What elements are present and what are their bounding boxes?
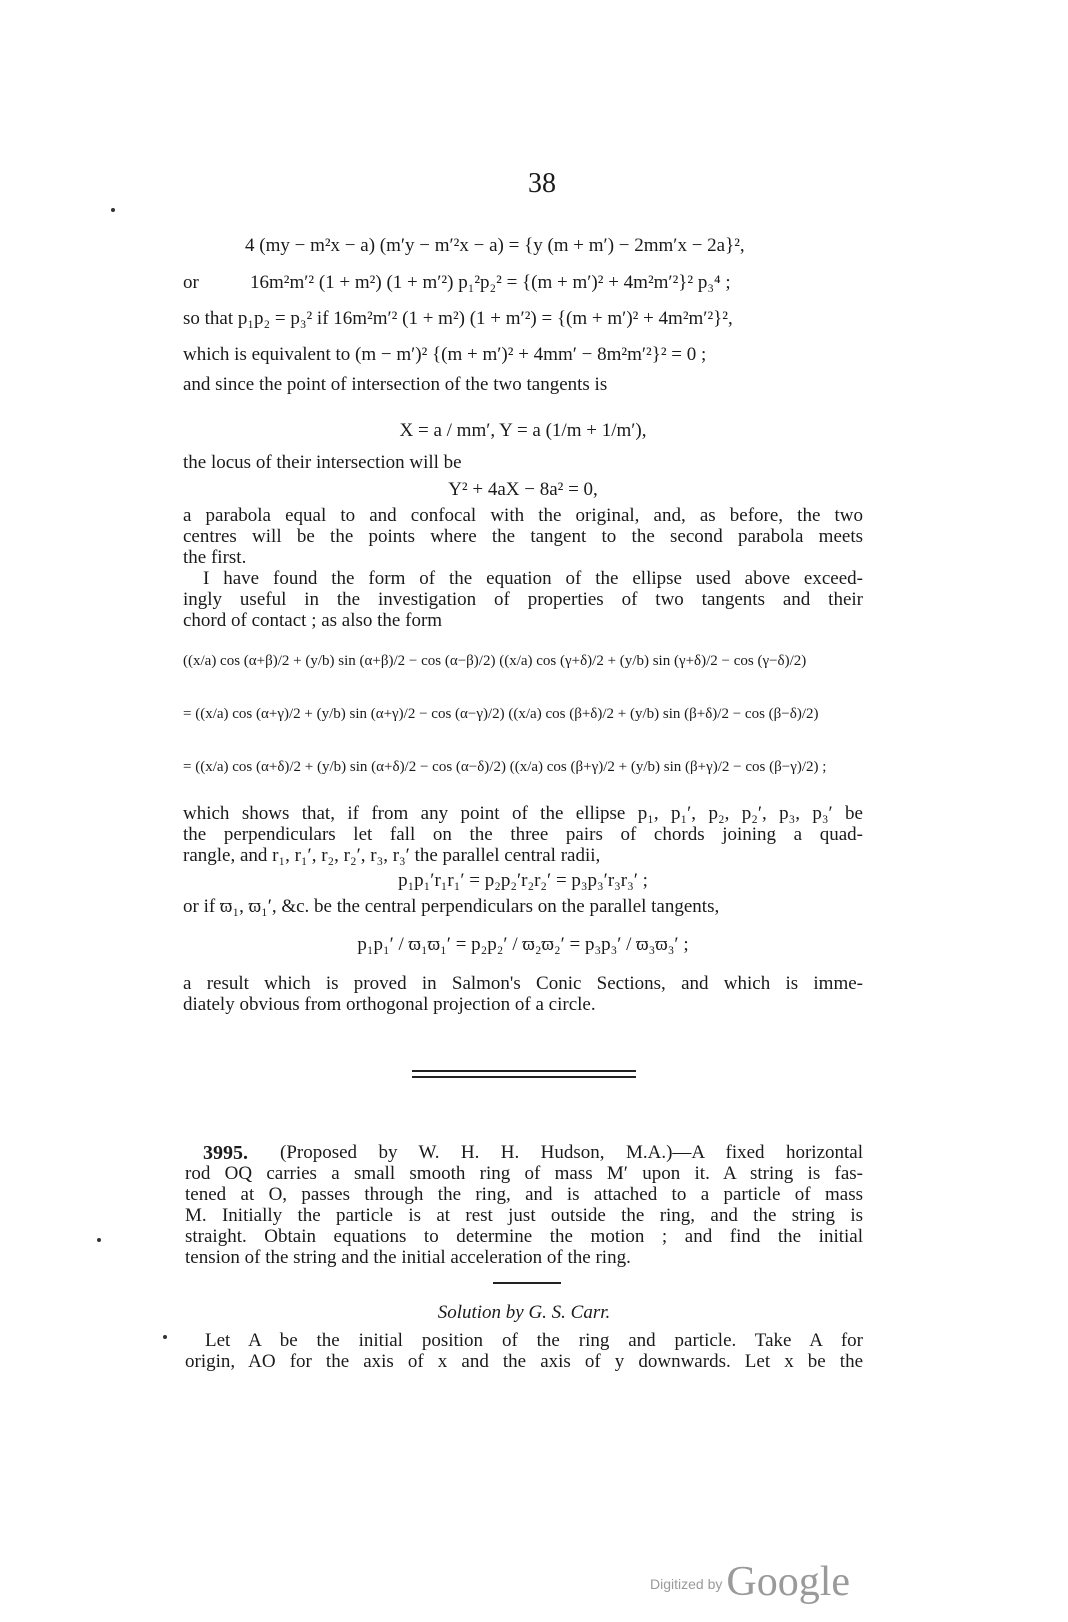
problem-line: straight. Obtain equations to determine the motion ; and find the initial — [185, 1226, 863, 1247]
equation-line: so that p₁p₂ = p₃² if 16m²m′² (1 + m²) (1 + m′²) = {(m + m′)² + 4m²m′²}², — [183, 308, 733, 329]
scan-speck — [163, 1335, 167, 1339]
problem-line: rod OQ carries a small smooth ring of mass M′ upon it. A string is fas- — [185, 1163, 863, 1184]
paragraph-line: a result which is proved in Salmon's Conic Sections, and which is imme- — [183, 973, 863, 994]
watermark-logo: Google — [726, 1559, 851, 1605]
short-rule — [493, 1282, 561, 1284]
scan-speck — [111, 208, 115, 212]
paragraph-line: the perpendiculars let fall on the three pairs of chords joining a quad- — [183, 824, 863, 845]
paragraph-line: rangle, and r₁, r₁′, r₂, r₂′, r₃, r₃′ the parallel central radii, — [183, 845, 601, 866]
solution-line: origin, AO for the axis of x and the axis of y downwards. Let x be the — [185, 1351, 863, 1372]
double-rule-top — [412, 1070, 636, 1072]
big-equation-line: = ((x/a) cos (α+γ)/2 + (y/b) sin (α+γ)/2 − cos (α−γ)/2) ((x/a) cos (β+δ)/2 + (y/b) sin (β+δ)/2 − cos (β−δ)/2) — [183, 706, 819, 722]
equation-prefix: or — [183, 272, 199, 293]
text-line: the locus of their intersection will be — [183, 452, 462, 473]
solution-heading: Solution by G. S. Carr. — [437, 1302, 611, 1323]
solution-line: Let A be the initial position of the ring and particle. Take A for — [205, 1330, 863, 1351]
equation-line: Y² + 4aX − 8a² = 0, — [448, 479, 598, 500]
paragraph-line: chord of contact ; as also the form — [183, 610, 443, 631]
watermark-small-text: Digitized by — [650, 1576, 723, 1592]
paragraph-line: centres will be the points where the tangent to the second parabola meets — [183, 526, 863, 547]
problem-line: (Proposed by W. H. H. Hudson, M.A.)—A fixed horizontal — [280, 1142, 863, 1163]
paragraph-line: which shows that, if from any point of the ellipse p₁, p₁′, p₂, p₂′, p₃, p₃′ be — [183, 803, 863, 824]
equation-line: 16m²m′² (1 + m²) (1 + m′²) p₁²p₂² = {(m + m′)² + 4m²m′²}² p₃⁴ ; — [250, 272, 731, 293]
equation-line: 4 (my − m²x − a) (m′y − m′²x − a) = {y (m + m′) − 2mm′x − 2a}², — [245, 235, 745, 256]
equation-line: p₁p₁′r₁r₁′ = p₂p₂′r₂r₂′ = p₃p₃′r₃r₃′ ; — [398, 870, 648, 891]
text-line: and since the point of intersection of the two tangents is — [183, 374, 608, 395]
problem-line: tened at O, passes through the ring, and is attached to a particle of mass — [185, 1184, 863, 1205]
big-equation-line: = ((x/a) cos (α+δ)/2 + (y/b) sin (α+δ)/2 − cos (α−δ)/2) ((x/a) cos (β+γ)/2 + (y/b) sin (β+γ)/2 − cos (β−γ)/2) ; — [183, 759, 827, 775]
paragraph-line: I have found the form of the equation of the ellipse used above exceed- — [203, 568, 863, 589]
problem-number: 3995. — [203, 1142, 248, 1164]
equation-line: X = a / mm′, Y = a (1/m + 1/m′), — [399, 420, 647, 441]
big-equation-line: ((x/a) cos (α+β)/2 + (y/b) sin (α+β)/2 − cos (α−β)/2) ((x/a) cos (γ+δ)/2 + (y/b) sin (γ+δ)/2 − cos (γ−δ)/2) — [183, 653, 807, 669]
problem-line: M. Initially the particle is at rest just outside the ring, and the string is — [185, 1205, 863, 1226]
problem-line: tension of the string and the initial acceleration of the ring. — [185, 1247, 631, 1268]
page-number: 38 — [528, 168, 556, 199]
scan-speck — [97, 1238, 101, 1242]
double-rule-bottom — [412, 1076, 636, 1078]
paragraph-line: ingly useful in the investigation of properties of two tangents and their — [183, 589, 863, 610]
paragraph-line: diately obvious from orthogonal projection of a circle. — [183, 994, 596, 1015]
equation-line: p₁p₁′ / ϖ₁ϖ₁′ = p₂p₂′ / ϖ₂ϖ₂′ = p₃p₃′ / ϖ₃ϖ₃′ ; — [357, 934, 689, 955]
digitized-watermark — [650, 1558, 850, 1606]
paragraph-line: the first. — [183, 547, 247, 568]
equation-line: which is equivalent to (m − m′)² {(m + m′)² + 4mm′ − 8m²m′²}² = 0 ; — [183, 344, 707, 365]
paragraph-line: or if ϖ₁, ϖ₁′, &c. be the central perpendiculars on the parallel tangents, — [183, 896, 720, 917]
paragraph-line: a parabola equal to and confocal with the original, and, as before, the two — [183, 505, 863, 526]
